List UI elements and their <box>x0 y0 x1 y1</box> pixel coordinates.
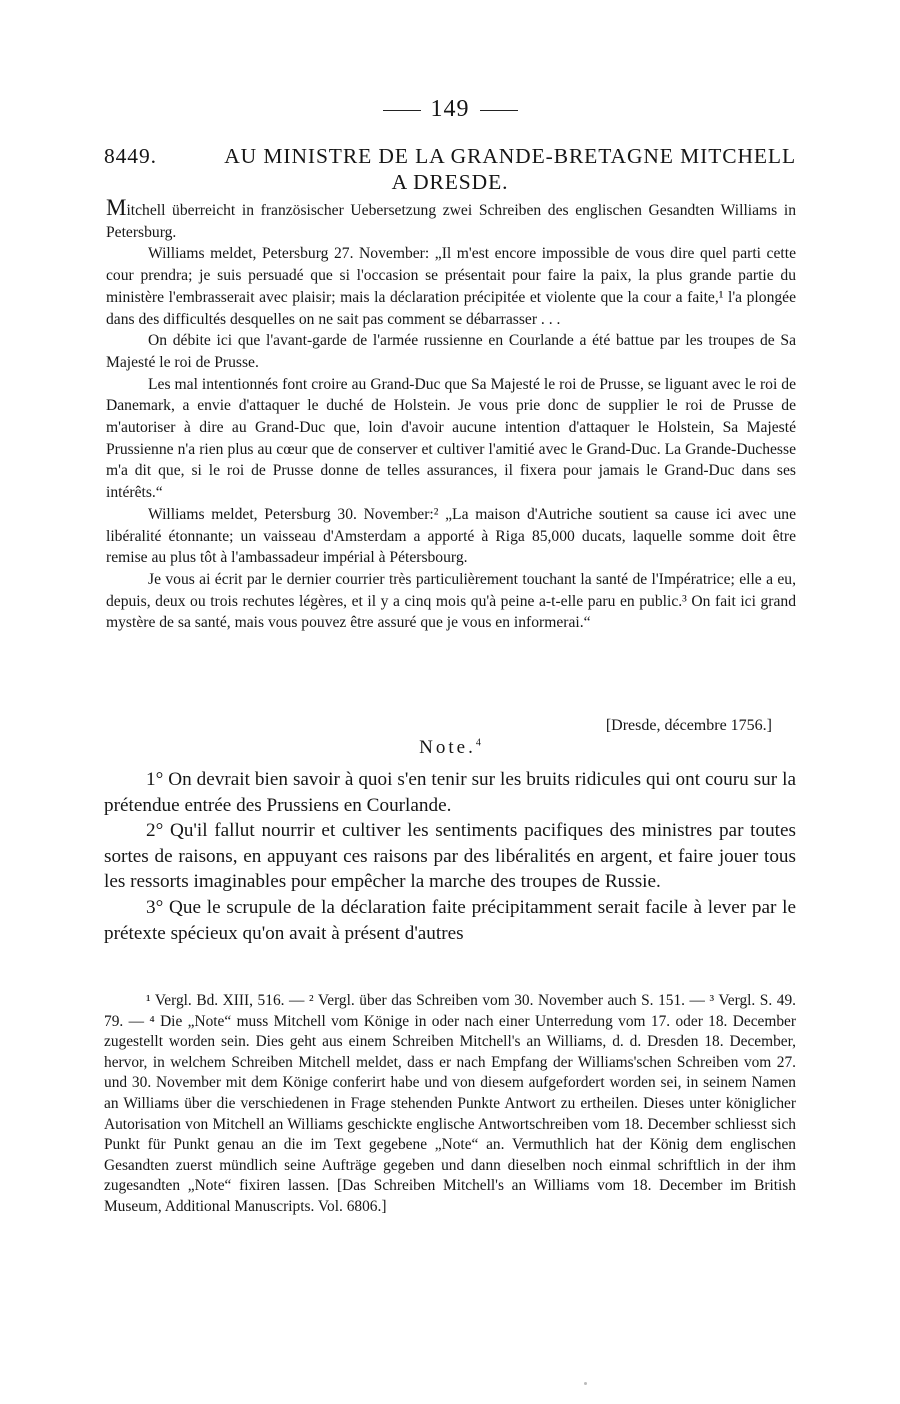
heading-line-1: AU MINISTRE DE LA GRANDE-BRETAGNE MITCHELL <box>224 144 796 168</box>
initial-letter: M <box>106 195 127 220</box>
left-rule <box>383 110 421 111</box>
right-rule <box>480 110 518 111</box>
note-title: Note.$^4$ <box>419 737 481 758</box>
page-speck <box>584 1382 587 1385</box>
page-number: 149 <box>0 96 900 123</box>
heading-line-2: A DRESDE. <box>391 170 509 194</box>
body-paragraph: Je vous ai écrit par le dernier courrier très particulièrement touchant la santé de l'Impératrice; elle a eu, depuis, deux ou trois rechutes légères, et il y a cinq mois qu'à peine a-t-elle paru en public.³ On fait ici grand mystère de sa santé, mais vous pouvez être assuré que je vous en informerai.“ <box>106 570 796 632</box>
summary-paragraph: Mitchell überreicht in französischer Uebersetzung zwei Schreiben des englischen Gesandten Williams in Petersburg. <box>106 195 796 241</box>
body-paragraph: Williams meldet, Petersburg 30. November:² „La maison d'Autriche soutient sa cause ici avec une libéralité étonnante; un vaisseau d'Amsterdam a apporté à Riga 85,000 ducats, laquelle somme doit être remise au plus tôt à l'ambassadeur impérial à Pétersbourg. <box>106 505 796 567</box>
footnote-text: ¹ Vergl. Bd. XIII, 516. — ² Vergl. über das Schreiben vom 30. November auch S. 151. — ³ Vergl. S. 49. 79. — ⁴ Die „Note“ muss Mitchell vom Könige in oder nach einer Unterredung vom 17. oder 18. December zugestellt worden sein. Dies geht aus einem Schreiben Mitchell's an Williams, d. d. Dresden 18. December, hervor, in welchem Schreiben Mitchell meldet, dass er nach Empfang der Williams'schen Schreiben vom 27. und 30. November mit dem Könige conferirt habe und von diesem aufgefordert worden sei, in seinem Namen an Williams über die verschiedenen in Frage stehenden Punkte Antwort zu ertheilen. Dieses unter königlicher Autorisation von Mitchell an Williams geschickte englische Antwortschreiben vom 18. December schliesst sich Punkt für Punkt genau an die im Text gegebene „Note“ an. Vermuthlich hat der König dem englischen Gesandten zuerst mündlich seine Aufträge gegeben und dann dieselben noch einmal schriftlich in der ihm zugesandten „Note“ fixiren lassen. [Das Schreiben Mitchell's an Williams vom 18. December im British Museum, Additional Manuscripts. Vol. 6806.] <box>104 992 796 1215</box>
letter-body <box>106 197 796 634</box>
letter-heading <box>104 143 796 195</box>
note-items <box>104 767 796 946</box>
note-item: 1° On devrait bien savoir à quoi s'en tenir sur les bruits ridicules qui ont couru sur la prétendue entrée des Prussiens en Courlande. <box>104 769 796 816</box>
footnotes <box>104 991 796 1218</box>
letter-number: 8449. <box>104 144 157 168</box>
body-paragraph: Williams meldet, Petersburg 27. November: „Il m'est encore impossible de vous dire quel parti cette cour prendra; je suis persuadé que si l'occasion se présentait pour faire la paix, la plus grande partie du ministère l'embrasserait avec plaisir; mais la déclaration précipitée et violente que la cour a faite,¹ l'a plongée dans des difficultés desquelles on ne sait pas comment se débarrasser . . . <box>106 245 796 328</box>
body-paragraph: On débite ici que l'avant-garde de l'armée russienne en Courlande a été battue par les troupes de Sa Majesté le roi de Prusse. <box>106 332 796 371</box>
note-item: 3° Que le scrupule de la déclaration faite précipitamment serait facile à lever par le prétexte spécieux qu'on avait à présent d'autres <box>104 896 796 944</box>
footnote-marker: 4 <box>475 737 481 749</box>
body-paragraph: Les mal intentionnés font croire au Grand-Duc que Sa Majesté le roi de Prusse, se liguant avec le roi de Danemark, a envie d'attaquer le duché de Holstein. Je vous prie donc de supplier le roi de Prusse de m'autoriser à dire au Grand-Duc que, loin d'avoir aucune intention d'attaquer le Holstein, Sa Majesté Prussienne n'a rien plus au cœur que de conserver et cultiver l'amitié avec le Grand-Duc. La Grande-Duchesse m'a dit que, si le roi de Prusse donne de telles assurances, il fixera pour jamais le Grand-Duc dans ses intérêts.“ <box>106 375 796 502</box>
date-line: [Dresde, décembre 1756.] <box>605 717 772 734</box>
note-item: 2° Qu'il fallut nourrir et cultiver les sentiments pacifiques des ministres par toutes sortes de raisons, en appuyant ces raisons par des libéralités en argent, et faire jouer tous les ressorts imaginables pour empêcher la marche des troupes de Russie. <box>104 820 796 893</box>
